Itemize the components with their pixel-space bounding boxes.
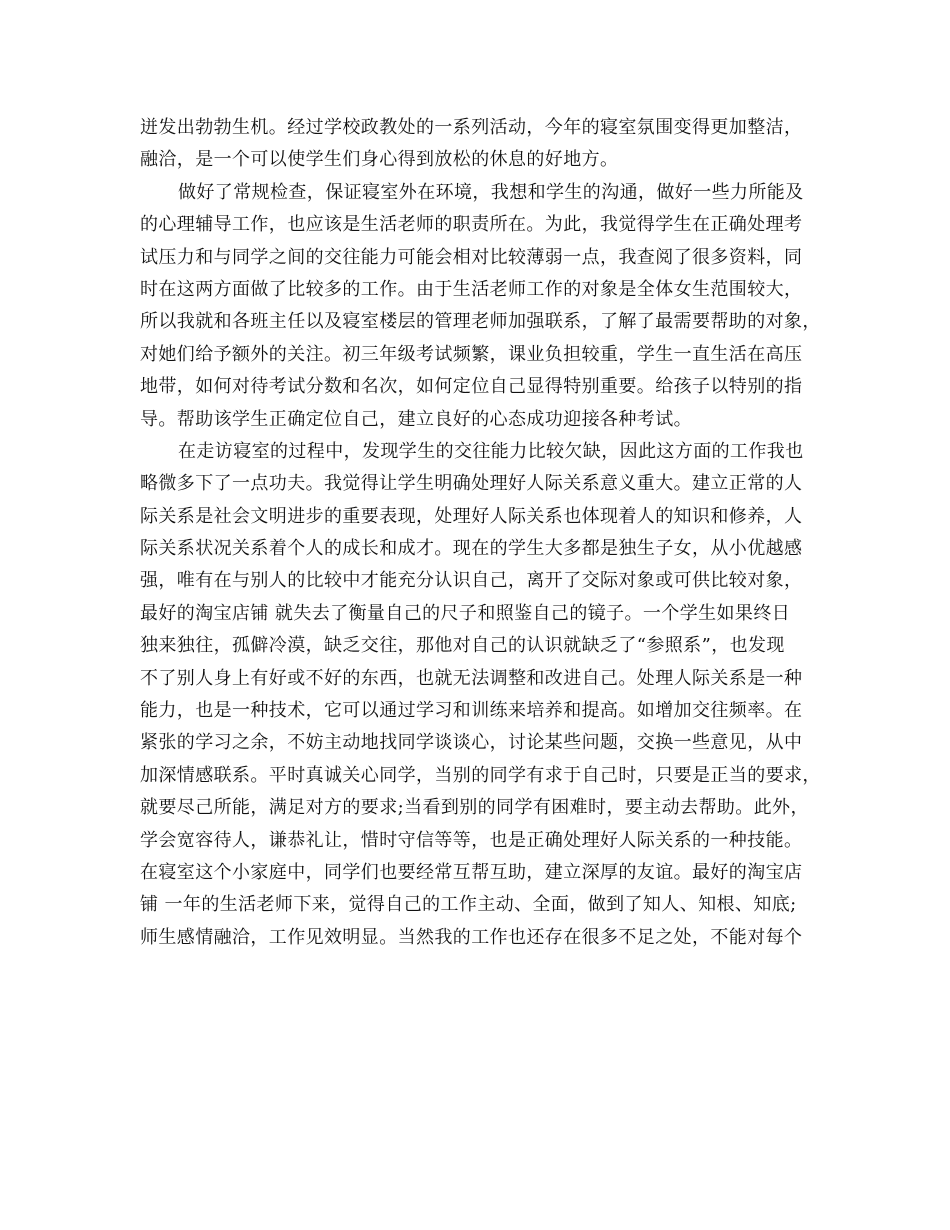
text-line: 对她们给予额外的关注。初三年级考试频繁，课业负担较重，学生一直生活在高压 bbox=[140, 343, 803, 365]
text-line: 的心理辅导工作，也应该是生活老师的职责所在。为此，我觉得学生在正确处理考 bbox=[140, 214, 803, 236]
text-line: 融洽，是一个可以使学生们身心得到放松的休息的好地方。 bbox=[140, 149, 619, 171]
text-line: 略微多下了一点功夫。我觉得让学生明确处理好人际关系意义重大。建立正常的人 bbox=[140, 473, 803, 495]
text-line: 地带，如何对待考试分数和名次，如何定位自己显得特别重要。给孩子以特别的指 bbox=[140, 376, 803, 398]
text-line: 不了别人身上有好或不好的东西，也就无法调整和改进自己。处理人际关系是一种 bbox=[140, 667, 803, 689]
text-line: 紧张的学习之余，不妨主动地找同学谈谈心，讨论某些问题，交换一些意见，从中 bbox=[140, 732, 803, 754]
text-line: 加深情感联系。平时真诚关心同学，当别的同学有求于自己时，只要是正当的要求， bbox=[140, 764, 821, 786]
paragraph-first-line: 做好了常规检查，保证寝室外在环境，我想和学生的沟通，做好一些力所能及 bbox=[178, 181, 804, 203]
document-body bbox=[140, 112, 830, 954]
text-line: 所以我就和各班主任以及寝室楼层的管理老师加强联系，了解了最需要帮助的对象， bbox=[140, 311, 821, 333]
text-line: 最好的淘宝店铺 就失去了衡量自己的尺子和照鉴自己的镜子。一个学生如果终日 bbox=[140, 602, 791, 624]
text-line: 独来独往，孤僻冷漠，缺乏交往，那他对自己的认识就缺乏了“参照系”，也发现 bbox=[140, 635, 785, 657]
text-line: 能力，也是一种技术，它可以通过学习和训练来培养和提高。如增加交往频率。在 bbox=[140, 700, 803, 722]
text-line: 在寝室这个小家庭中，同学们也要经常互帮互助，建立深厚的友谊。最好的淘宝店 bbox=[140, 861, 803, 883]
text-line: 际关系是社会文明进步的重要表现，处理好人际关系也体现着人的知识和修养，人 bbox=[140, 505, 803, 527]
text-line: 强，唯有在与别人的比较中才能充分认识自己，离开了交际对象或可供比较对象， bbox=[140, 570, 803, 592]
text-line: 就要尽己所能，满足对方的要求;当看到别的同学有困难时，要主动去帮助。此外， bbox=[140, 797, 809, 819]
text-line: 际关系状况关系着个人的成长和成才。现在的学生大多都是独生子女，从小优越感 bbox=[140, 538, 803, 560]
text-line: 时在这两方面做了比较多的工作。由于生活老师工作的对象是全体女生范围较大， bbox=[140, 278, 803, 300]
text-line: 铺 一年的生活老师下来，觉得自己的工作主动、全面，做到了知人、知根、知底; bbox=[140, 894, 797, 916]
text-line: 师生感情融洽，工作见效明显。当然我的工作也还存在很多不足之处，不能对每个 bbox=[140, 926, 803, 948]
paragraph-first-line: 在走访寝室的过程中，发现学生的交往能力比较欠缺，因此这方面的工作我也 bbox=[178, 440, 804, 462]
text-line: 试压力和与同学之间的交往能力可能会相对比较薄弱一点，我查阅了很多资料，同 bbox=[140, 246, 803, 268]
text-line: 学会宽容待人，谦恭礼让，惜时守信等等，也是正确处理好人际关系的一种技能。 bbox=[140, 829, 803, 851]
text-line: 导。帮助该学生正确定位自己，建立良好的心态成功迎接各种考试。 bbox=[140, 408, 692, 430]
text-line: 迸发出勃勃生机。经过学校政教处的一系列活动，今年的寝室氛围变得更加整洁， bbox=[140, 117, 803, 138]
